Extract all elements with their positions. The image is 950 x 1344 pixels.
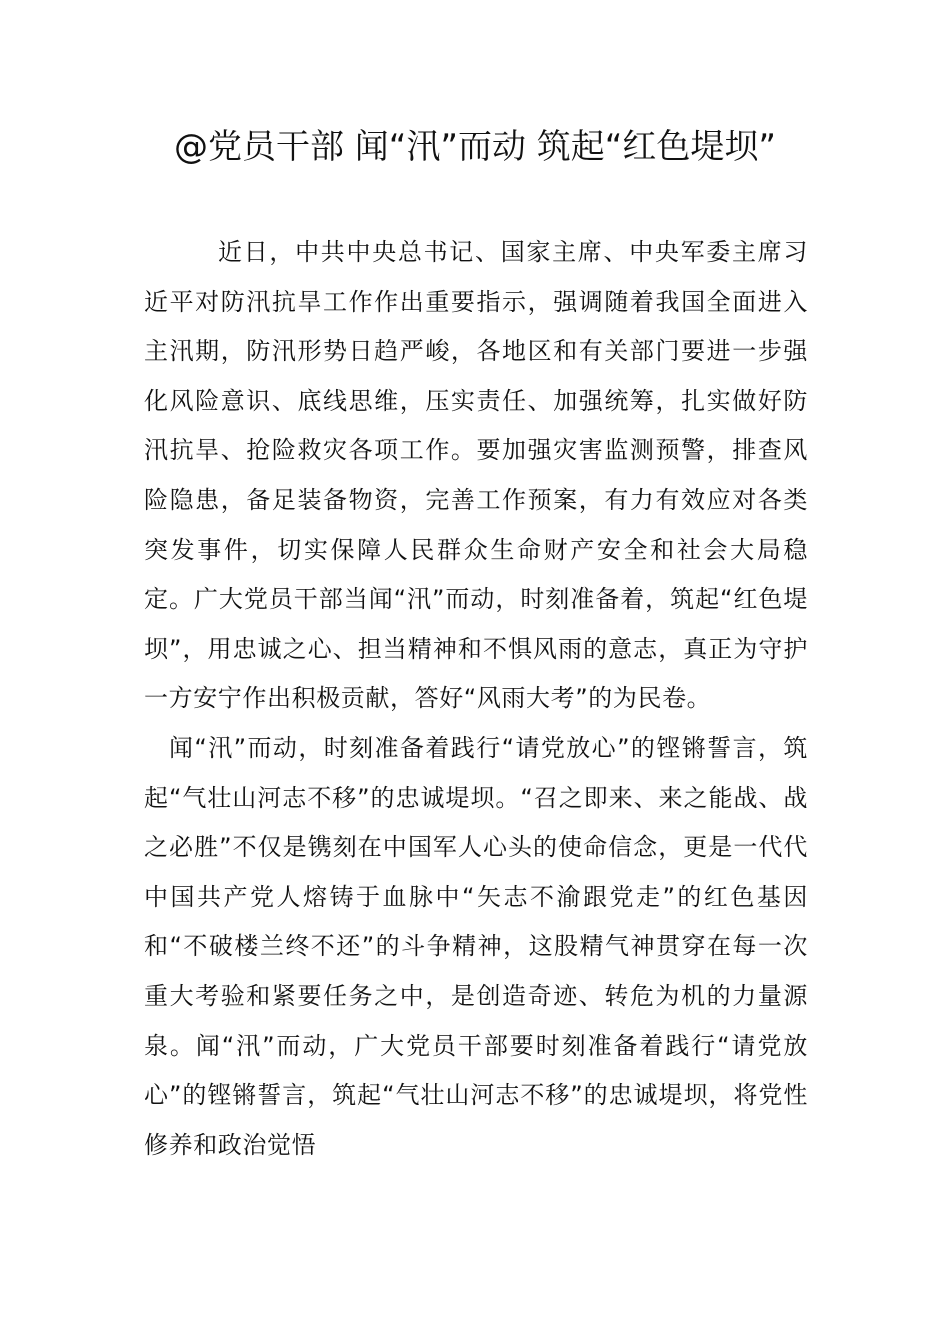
document-title: @党员干部 闻“汛”而动 筑起“红色堤坝”	[173, 127, 777, 167]
document-body	[144, 228, 808, 1170]
paragraph-intro: 近日，中共中央总书记、国家主席、中央军委主席习近平对防汛抗旱工作作出重要指示，强调随着我国全面进入主汛期，防汛形势日趋严峻，各地区和有关部门要进一步强化风险意识、底线思维，压实责任、加强统筹，扎实做好防汛抗旱、抢险救灾各项工作。要加强灾害监测预警，排查风险隐患，备足装备物资，完善工作预案，有力有效应对各类突发事件，切实保障人民群众生命财产安全和社会大局稳定。广大党员干部当闻“汛”而动，时刻准备着，筑起“红色堤坝”，用忠诚之心、担当精神和不惧风雨的意志，真正为守护一方安宁作出积极贡献，答好“风雨大考”的为民卷。	[144, 238, 808, 713]
paragraph-section-one: 闻“汛”而动，时刻准备着践行“请党放心”的铿锵誓言，筑起“气壮山河志不移”的忠诚堤坝。“召之即来、来之能战、战之必胜”不仅是镌刻在中国军人心头的使命信念，更是一代代中国共产党人熔铸于血脉中“矢志不渝跟党走”的红色基因和“不破楼兰终不还”的斗争精神，这股精气神贯穿在每一次重大考验和紧要任务之中，是创造奇迹、转危为机的力量源泉。闻“汛”而动，广大党员干部要时刻准备着践行“请党放心”的铿锵誓言，筑起“气壮山河志不移”的忠诚堤坝，将党性修养和政治觉悟	[144, 733, 808, 1159]
